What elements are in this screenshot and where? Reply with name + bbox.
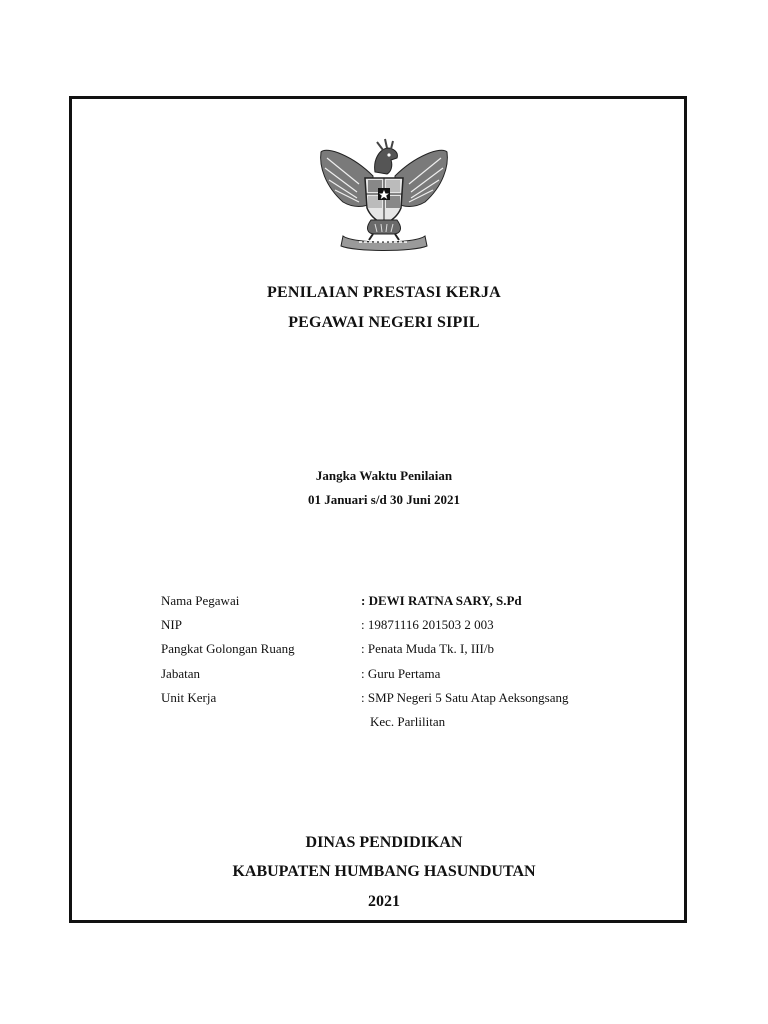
employee-info-row-nip: [161, 613, 631, 637]
info-label: Pangkat Golongan Ruang: [161, 641, 295, 657]
info-value: : DEWI RATNA SARY, S.Pd: [361, 593, 522, 609]
info-value: : Penata Muda Tk. I, III/b: [361, 641, 494, 657]
info-value: : 19871116 201503 2 003: [361, 617, 494, 633]
info-label: Nama Pegawai: [161, 593, 240, 609]
info-label: Unit Kerja: [161, 689, 217, 705]
info-value: : Guru Pertama: [361, 665, 441, 681]
period-label: Jangka Waktu Penilaian: [315, 468, 453, 483]
footer-region: KABUPATEN HUMBANG HASUNDUTAN: [232, 863, 536, 880]
unit-kerja-continuation: Kec. Parlilitan: [370, 713, 446, 729]
employee-info-row-name: [161, 589, 631, 613]
footer-agency: DINAS PENDIDIKAN: [305, 834, 463, 851]
garuda-pancasila-emblem-icon: [313, 136, 455, 252]
employee-info-row-unit: [161, 686, 631, 710]
info-label: Jabatan: [161, 665, 200, 681]
employee-info-row-rank: [161, 637, 631, 661]
document-title-line1: PENILAIAN PRESTASI KERJA: [267, 284, 501, 301]
info-label: NIP: [161, 617, 182, 633]
employee-info-block: [161, 589, 631, 734]
period-value: 01 Januari s/d 30 Juni 2021: [307, 492, 461, 507]
document-title-line2: PEGAWAI NEGERI SIPIL: [288, 314, 480, 331]
footer-year: 2021: [368, 893, 400, 910]
employee-info-row-position: [161, 662, 631, 686]
info-value: : SMP Negeri 5 Satu Atap Aeksongsang: [361, 689, 569, 705]
